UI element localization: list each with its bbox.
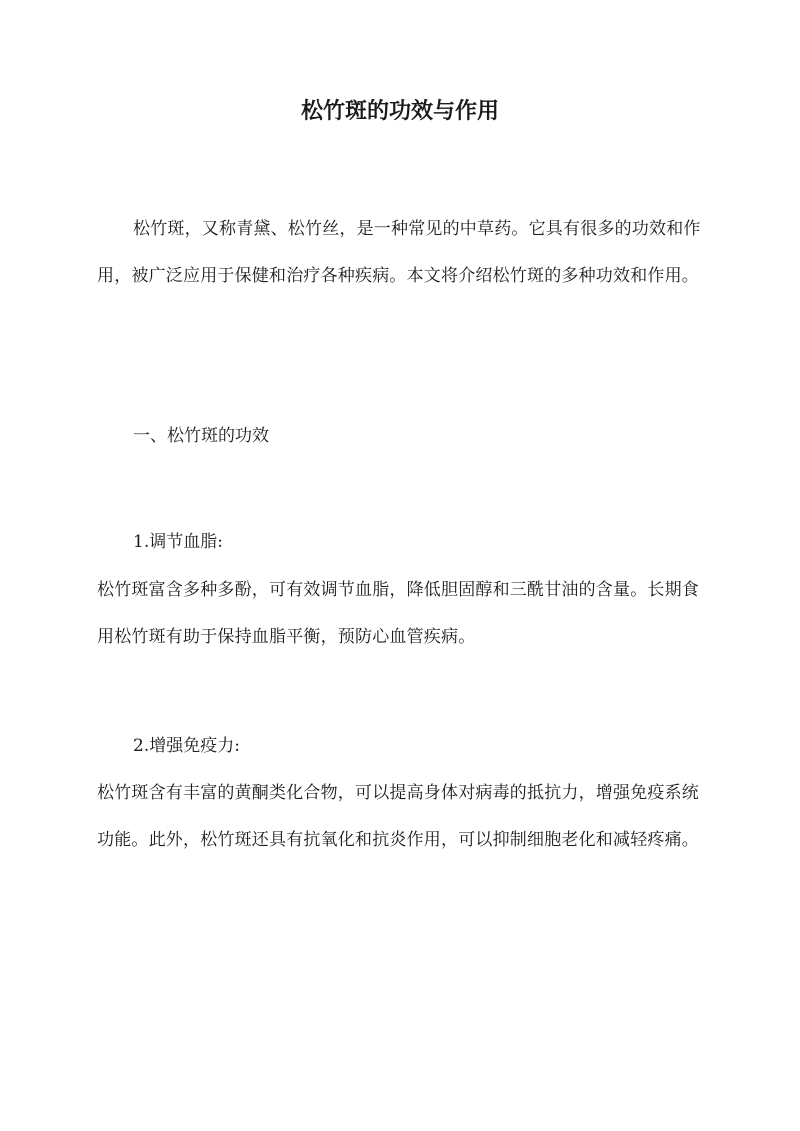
section-heading: 一、松竹斑的功效 [133,426,269,446]
item-body-1: 松竹斑富含多种多酚，可有效调节血脂，降低胆固醇和三酰甘油的含量。长期食用松竹斑有助于保持血脂平衡，预防心血管疾病。 [97,580,699,647]
item-heading-1: 1.调节血脂: [133,532,223,552]
item-body-2: 松竹斑含有丰富的黄酮类化合物，可以提高身体对病毒的抵抗力，增强免疫系统功能。此外，松竹斑还具有抗氧化和抗炎作用，可以抑制细胞老化和减轻疼痛。 [97,783,699,850]
intro-paragraph: 松竹斑，又称青黛、松竹丝，是一种常见的中草药。它具有很多的功效和作用，被广泛应用于保健和治疗各种疾病。本文将介绍松竹斑的多种功效和作用。 [97,219,701,286]
item-heading-2: 2.增强免疫力: [133,736,240,756]
document-title: 松竹斑的功效与作用 [300,98,499,124]
